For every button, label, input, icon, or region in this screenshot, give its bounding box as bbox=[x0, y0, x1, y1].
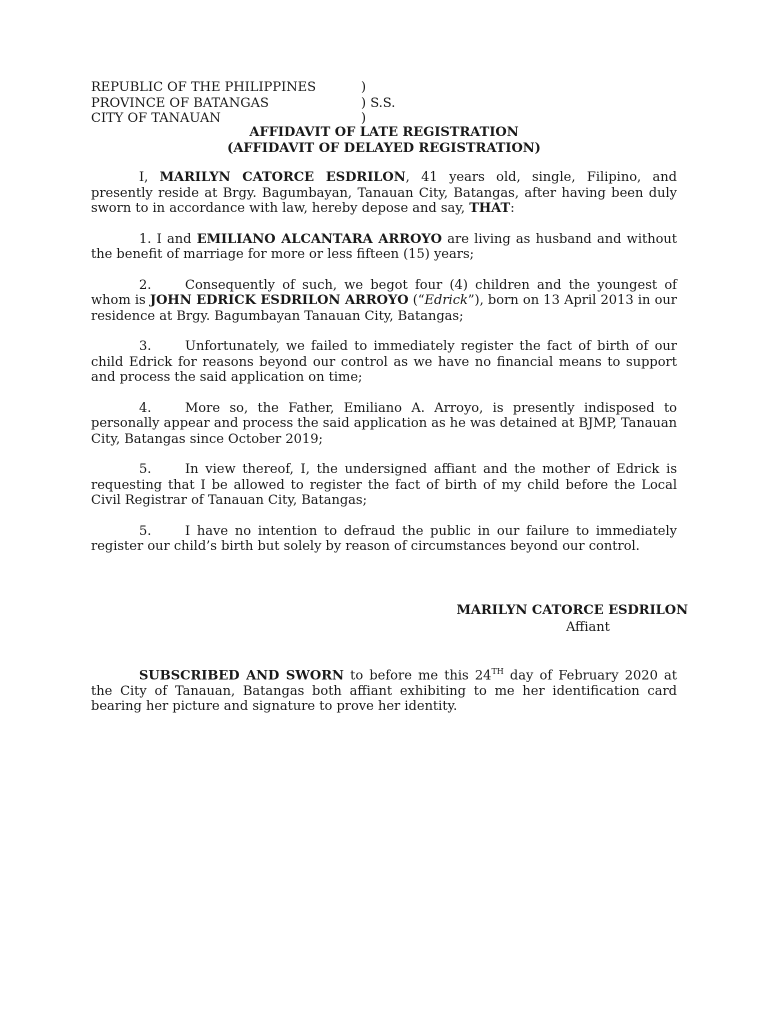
affiant-name: MARILYN CATORCE ESDRILON bbox=[159, 170, 406, 185]
paragraph-number: 5. bbox=[139, 462, 152, 477]
paragraph-1-text: are living as husband and without the benefit of marriage for more or less fifteen (15) years; bbox=[91, 231, 677, 262]
signature-name: MARILYN CATORCE ESDRILON bbox=[456, 603, 688, 618]
paragraph-number: 5. bbox=[139, 523, 152, 539]
paragraph-2-pre: Consequently of such, we begot four (4) children and the youngest of whom is bbox=[91, 277, 677, 308]
paragraph-3 bbox=[91, 339, 677, 386]
venue-brace: ) bbox=[361, 80, 367, 95]
paragraph-number: 2. bbox=[139, 277, 152, 293]
venue-block bbox=[91, 80, 395, 127]
document-title bbox=[91, 125, 677, 156]
paragraph-4 bbox=[91, 401, 677, 448]
venue-row bbox=[91, 80, 395, 96]
child-nickname: Edrick bbox=[424, 293, 468, 308]
intro-paragraph bbox=[91, 170, 677, 217]
paragraph-number: 4. bbox=[139, 400, 152, 416]
jurat-lead: SUBSCRIBED AND SWORN bbox=[139, 668, 344, 684]
paragraph-2 bbox=[91, 278, 677, 325]
title-line-1: AFFIDAVIT OF LATE REGISTRATION bbox=[249, 125, 519, 140]
title-line-2: (AFFIDAVIT OF DELAYED REGISTRATION) bbox=[227, 140, 541, 156]
that-keyword: THAT bbox=[469, 201, 511, 216]
paragraph-5 bbox=[91, 462, 677, 509]
affidavit-body bbox=[91, 170, 677, 570]
jurat-block bbox=[91, 664, 677, 730]
paragraph-6 bbox=[91, 524, 677, 555]
paragraph-2-text: ”), born on 13 April 2013 in our residence at Brgy. Bagumbayan Tanauan City, Batangas; bbox=[91, 293, 678, 324]
paragraph-number: 1. bbox=[139, 231, 152, 247]
venue-brace: ) bbox=[361, 111, 367, 126]
child-name: JOHN EDRICK ESDRILON ARROYO bbox=[149, 293, 409, 308]
jurat-pre: to before me this 24 bbox=[343, 668, 492, 684]
paragraph-5-text: In view thereof, I, the undersigned affiant and the mother of Edrick is requesting that I be allowed to register the fact of birth of my child before the Local Civil Registrar of Tanauan City, Batangas; bbox=[91, 462, 677, 508]
venue-city: CITY OF TANAUAN bbox=[91, 111, 221, 126]
paragraph-number: 3. bbox=[139, 339, 152, 354]
venue-country: REPUBLIC OF THE PHILIPPINES bbox=[91, 80, 316, 95]
partner-name: EMILIANO ALCANTARA ARROYO bbox=[196, 231, 443, 247]
paragraph-2-open: (“ bbox=[408, 293, 425, 308]
intro-text: , 41 years old, single, Filipino, and presently reside at Brgy. Bagumbayan, Tanauan City, Batangas, after having been duly sworn to in accordance with law, hereby depose and say, bbox=[91, 170, 677, 216]
paragraph-3-text: Unfortunately, we failed to immediately register the fact of birth of our child Edrick for reasons beyond our control as we have no financial means to support and process the said application on time; bbox=[91, 339, 677, 385]
jurat-text: day of February 2020 at the City of Tanauan, Batangas both affiant exhibiting to me her identification card bearing her picture and signature to prove her identity. bbox=[91, 668, 678, 715]
jurat-paragraph bbox=[91, 664, 677, 715]
paragraph-1 bbox=[91, 232, 677, 263]
paragraph-4-text: More so, the Father, Emiliano A. Arroyo, is presently indisposed to personally appear and process the said application as he was detained at BJMP, Tanauan City, Batangas since October 2019; bbox=[91, 400, 677, 447]
venue-province: PROVINCE OF BATANGAS bbox=[91, 95, 269, 111]
signature-role: Affiant bbox=[566, 620, 610, 635]
paragraph-1-pre: I and bbox=[156, 231, 197, 247]
venue-brace-ss: ) S.S. bbox=[361, 95, 396, 111]
paragraph-6-text: I have no intention to defraud the public in our failure to immediately register our child’s birth but solely by reason of circumstances beyond our control. bbox=[91, 523, 677, 554]
venue-row bbox=[91, 96, 395, 112]
intro-pre: I, bbox=[139, 170, 160, 185]
intro-end: : bbox=[510, 201, 515, 216]
jurat-ordinal: TH bbox=[491, 667, 504, 676]
